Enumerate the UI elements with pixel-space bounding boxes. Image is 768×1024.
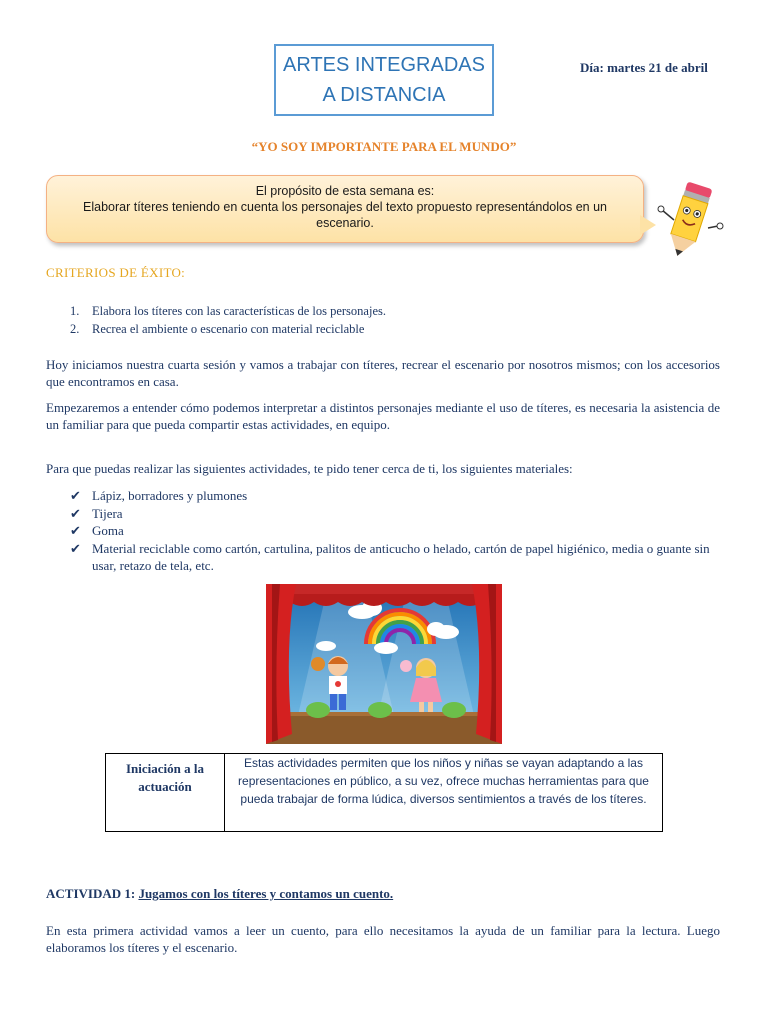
list-item: 1. Elabora los títeres con las características de los personajes. — [70, 304, 386, 318]
activity-heading — [46, 886, 393, 902]
criteria-list — [70, 302, 386, 338]
puppets-paragraph: Empezaremos a entender cómo podemos interpretar a distintos personajes mediante el uso de títeres, es necesaria la asistencia de un familiar para que pueda compartir estas actividades, en equipo. — [46, 400, 720, 432]
check-icon: ✔ — [70, 540, 81, 556]
activity-paragraph: En esta primera actividad vamos a leer un cuento, para ello necesitamos la ayuda de un familiar para la lectura. Luego elaboramos los títeres y el escenario. — [46, 923, 720, 955]
check-icon: ✔ — [70, 523, 81, 538]
title-box — [274, 44, 494, 116]
puppet-stage-illustration — [266, 584, 502, 744]
materials-intro: Para que puedas realizar las siguientes actividades, te pido tener cerca de ti, los siguientes materiales: — [46, 461, 573, 476]
activity-title: Jugamos con los títeres y contamos un cuento. — [138, 886, 394, 901]
list-item: ✔ Tijera — [70, 505, 123, 521]
title-line-1: ARTES INTEGRADAS — [283, 54, 485, 76]
title-line-2: A DISTANCIA — [322, 84, 446, 106]
activity-info-table — [105, 753, 663, 832]
activity-prefix: ACTIVIDAD 1: — [46, 886, 136, 901]
list-item: 2. Recrea el ambiente o escenario con material reciclable — [70, 322, 365, 336]
intro-paragraph: Hoy iniciamos nuestra cuarta sesión y vamos a trabajar con títeres, recrear el escenario por nosotros mismos; con los accesorios que encontramos en casa. — [46, 357, 720, 389]
purpose-heading: El propósito de esta semana es: — [255, 184, 435, 198]
list-item: ✔ Goma — [70, 523, 124, 538]
check-icon: ✔ — [70, 488, 81, 503]
pencil-mascot-icon — [650, 180, 730, 262]
table-label-cell: Iniciación a la actuación — [106, 754, 225, 831]
list-item: ✔ Lápiz, borradores y plumones — [70, 488, 248, 503]
criteria-title: CRITERIOS DE ÉXITO: — [46, 265, 186, 280]
session-subtitle: “YO SOY IMPORTANTE PARA EL MUNDO” — [251, 139, 517, 154]
purpose-callout — [46, 175, 644, 243]
list-item: ✔ Material reciclable como cartón, cartulina, palitos de anticucho o helado, cartón de papel higiénico, media o guante sin usar, retazo de tela, etc. — [70, 540, 710, 573]
materials-list — [70, 487, 720, 575]
purpose-body: Elaborar títeres teniendo en cuenta los personajes del texto propuesto representándolos en un escenario. — [83, 200, 607, 230]
table-text-cell: Estas actividades permiten que los niños y niñas se vayan adaptando a las representaciones en público, a su vez, ofrece muchas herramientas para que pueda trabajar de forma lúdica, diversos sentimientos a través de los títeres. — [238, 756, 649, 806]
session-date: Día: martes 21 de abril — [580, 60, 708, 75]
check-icon: ✔ — [70, 505, 81, 521]
